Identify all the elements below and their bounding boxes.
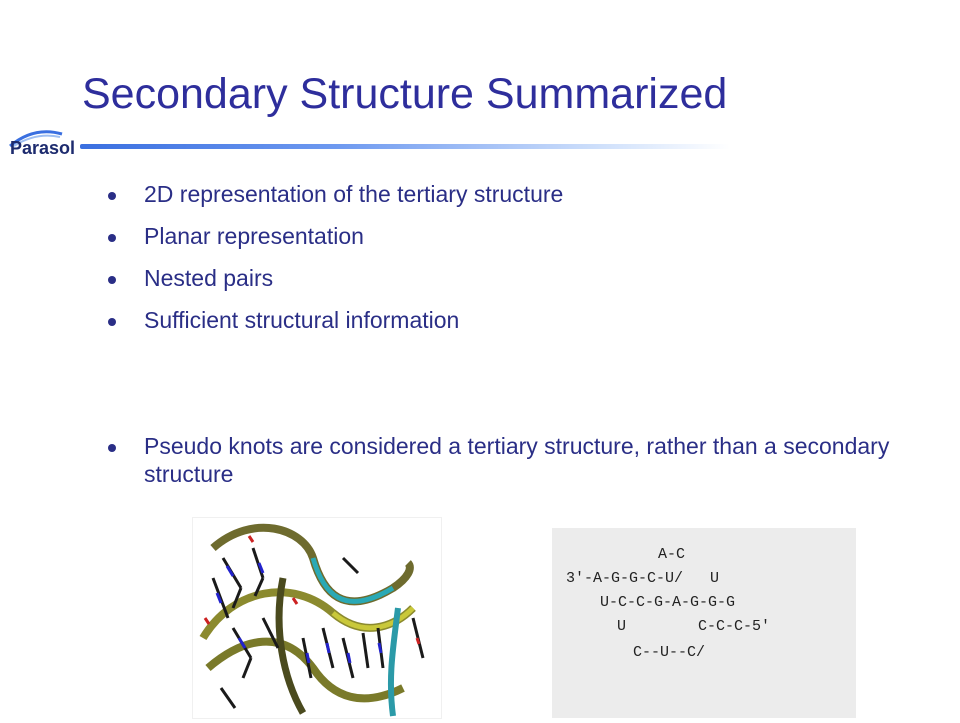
bullet-item: Sufficient structural information: [104, 306, 904, 334]
diagram-line: U C-C-C-5': [590, 618, 771, 635]
bullet-dot-icon: [108, 192, 116, 200]
bullet-list: [104, 180, 904, 488]
bullet-item: Nested pairs: [104, 264, 904, 292]
diagram-line: C--U--C/: [606, 644, 706, 661]
bullet-item: Planar representation: [104, 222, 904, 250]
slide-title: Secondary Structure Summarized: [82, 70, 728, 118]
diagram-line: U-C-C-G-A-G-G-G: [582, 594, 736, 611]
bullet-item: 2D representation of the tertiary structure: [104, 180, 904, 208]
bullet-dot-icon: [108, 276, 116, 284]
rna-ribbon-icon: [193, 518, 441, 718]
rna-3d-structure-image: [192, 517, 442, 719]
rna-secondary-structure-diagram: [552, 528, 856, 718]
bullet-dot-icon: [108, 444, 116, 452]
title-underline: [80, 144, 730, 149]
logo-text: Parasol: [10, 138, 76, 158]
bullet-dot-icon: [108, 234, 116, 242]
bullet-dot-icon: [108, 318, 116, 326]
diagram-line: 3'-A-G-G-C-U/ U: [566, 570, 720, 587]
bullet-item: Pseudo knots are considered a tertiary structure, rather than a secondary structure: [104, 432, 904, 488]
diagram-line: A-C: [586, 546, 686, 563]
